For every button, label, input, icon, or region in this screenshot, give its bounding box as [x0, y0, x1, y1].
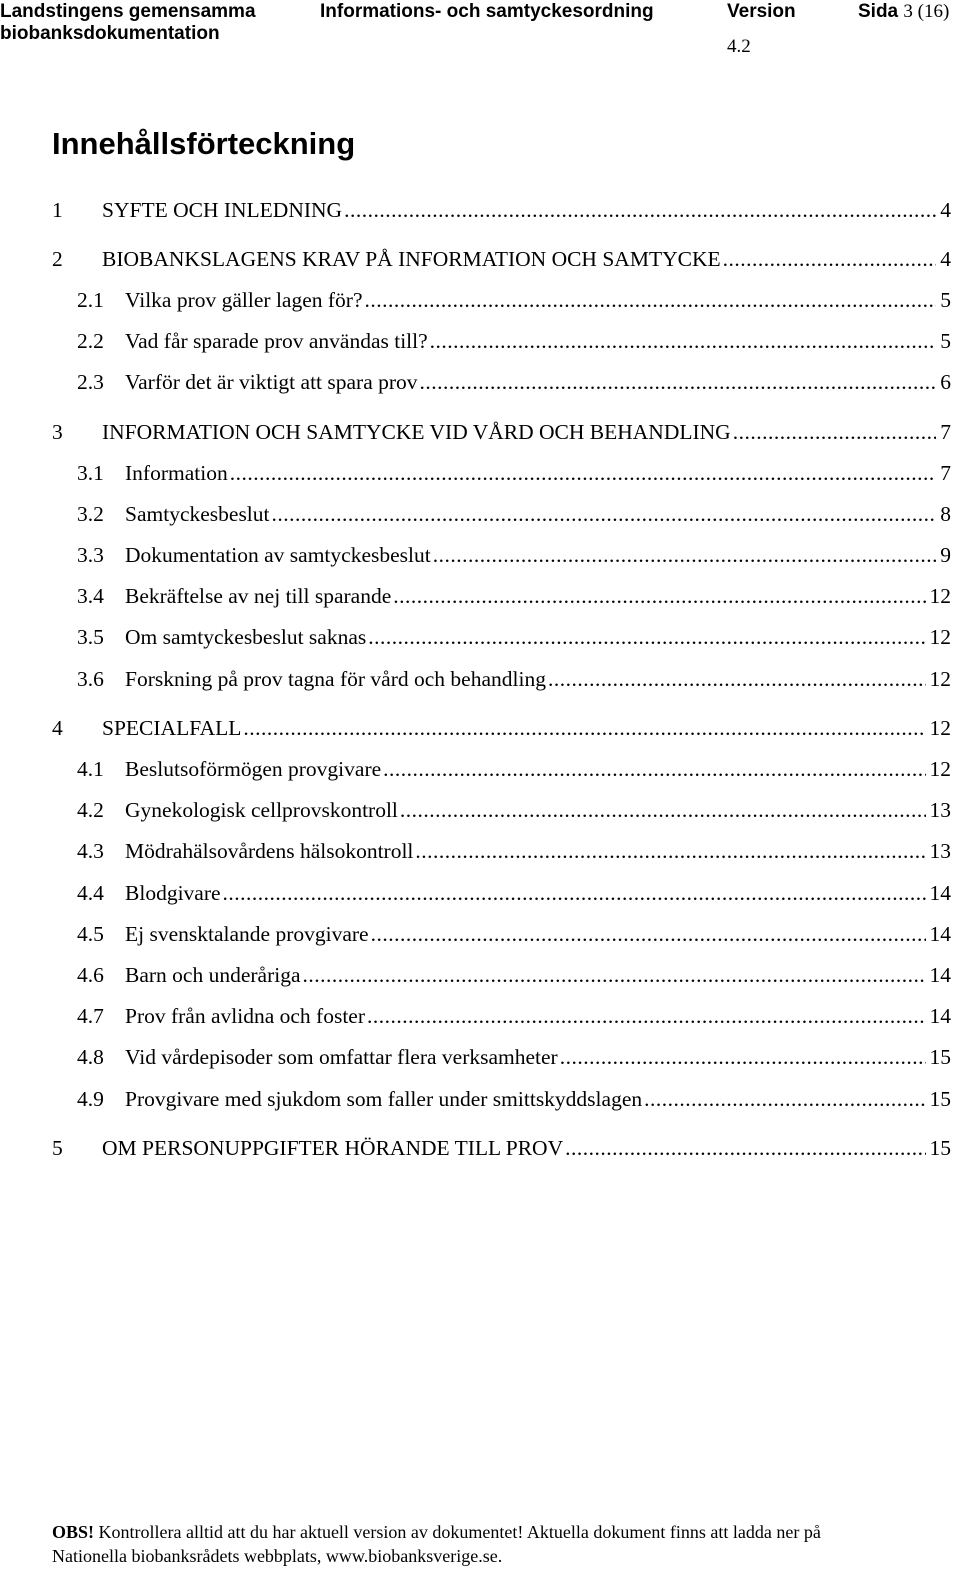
toc-entry-number: 3.3	[77, 543, 104, 567]
toc-leader-dots	[391, 582, 925, 610]
toc-entry[interactable]	[77, 500, 951, 528]
toc-leader-dots	[365, 1002, 925, 1030]
toc-entry-title: Varför det är viktigt att spara prov	[125, 370, 418, 394]
toc-entry-page: 6	[940, 370, 951, 394]
toc-entry-title: Dokumentation av samtyckesbeslut	[125, 543, 431, 567]
toc-entry-page: 4	[940, 247, 951, 271]
toc-entry-title: Samtyckesbeslut	[125, 502, 270, 526]
toc-leader-dots	[642, 1085, 925, 1113]
toc-leader-dots	[366, 623, 925, 651]
toc-entry-title: Information	[125, 461, 228, 485]
toc-entry-title: Provgivare med sjukdom som faller under smittskyddslagen	[125, 1087, 643, 1111]
toc-entry-title: Bekräftelse av nej till sparande	[125, 584, 392, 608]
toc-entry[interactable]	[77, 961, 951, 989]
toc-entry[interactable]	[52, 418, 951, 446]
toc-leader-dots	[398, 796, 926, 824]
header-version-label: Version	[727, 1, 796, 22]
toc-entry-title: SPECIALFALL	[102, 716, 242, 740]
toc-leader-dots	[228, 459, 937, 487]
toc-entry[interactable]	[77, 1043, 951, 1071]
toc-entry-page: 12	[929, 757, 951, 781]
toc-entry-title: BIOBANKSLAGENS KRAV PÅ INFORMATION OCH SAMTYCKE	[102, 247, 721, 271]
toc-entry-number: 3.4	[77, 584, 104, 608]
toc-leader-dots	[270, 500, 937, 528]
toc-entry-number: 4.5	[77, 922, 104, 946]
toc-entry-page: 15	[929, 1045, 951, 1069]
toc-leader-dots	[363, 286, 937, 314]
page-header	[0, 0, 960, 70]
toc-entry[interactable]	[77, 327, 951, 355]
header-page-label: Sida	[858, 1, 899, 22]
toc-entry-title: Prov från avlidna och foster	[125, 1004, 366, 1028]
toc-entry[interactable]	[77, 459, 951, 487]
footer-notice-text: Kontrollera alltid att du har aktuell version av dokumentet! Aktuella dokument finns att ladda ner på	[98, 1522, 821, 1542]
toc-entry[interactable]	[77, 541, 951, 569]
toc-entry-title: Ej svensktalande provgivare	[125, 922, 369, 946]
toc-entry[interactable]	[77, 1085, 951, 1113]
toc-entry-page: 13	[929, 798, 951, 822]
header-version-number: 4.2	[727, 36, 751, 57]
toc-entry-number: 3	[52, 420, 63, 444]
toc-entry-page: 13	[929, 839, 951, 863]
toc-entry[interactable]	[77, 368, 951, 396]
toc-entry-number: 3.5	[77, 625, 104, 649]
toc-entry-page: 15	[929, 1087, 951, 1111]
toc-entry-title: Blodgivare	[125, 881, 221, 905]
toc-entry-title: Vad får sparade prov användas till?	[125, 329, 428, 353]
toc-entry-number: 5	[52, 1136, 63, 1160]
toc-entry-number: 4.6	[77, 963, 104, 987]
toc-entry-title: Barn och underåriga	[125, 963, 301, 987]
toc-leader-dots	[221, 879, 926, 907]
toc-entry[interactable]	[52, 714, 951, 742]
toc-entry-number: 2	[52, 247, 63, 271]
toc-entry[interactable]	[52, 245, 951, 273]
toc-entry-page: 14	[929, 881, 951, 905]
toc-entry-title: Forskning på prov tagna för vård och behandling	[125, 667, 546, 691]
toc-leader-dots	[721, 245, 937, 273]
toc-entry-title: Om samtyckesbeslut saknas	[125, 625, 367, 649]
toc-entry-page: 14	[929, 1004, 951, 1028]
header-page-number: 3 (16)	[903, 1, 950, 22]
toc-entry-number: 4.3	[77, 839, 104, 863]
toc-entry-number: 4.8	[77, 1045, 104, 1069]
toc-entry[interactable]	[77, 1002, 951, 1030]
toc-entry[interactable]	[77, 879, 951, 907]
toc-entry-page: 12	[929, 584, 951, 608]
toc-entry[interactable]	[77, 665, 951, 693]
toc-entry-title: OM PERSONUPPGIFTER HÖRANDE TILL PROV	[102, 1136, 564, 1160]
toc-entry-page: 12	[929, 625, 951, 649]
toc-leader-dots	[241, 714, 925, 742]
toc-heading: Innehållsförteckning	[52, 126, 356, 161]
toc-entry-title: SYFTE OCH INLEDNING	[102, 198, 343, 222]
toc-leader-dots	[418, 368, 937, 396]
footer-line-1	[52, 1520, 942, 1544]
toc-entry[interactable]	[77, 286, 951, 314]
toc-entry-page: 9	[940, 543, 951, 567]
toc-entry-page: 7	[940, 461, 951, 485]
toc-entry-number: 4.9	[77, 1087, 104, 1111]
toc-entry-number: 4	[52, 716, 63, 740]
toc-leader-dots	[381, 755, 925, 783]
toc-entry-page: 12	[929, 667, 951, 691]
toc-entry-page: 5	[940, 329, 951, 353]
toc-entry-page: 7	[940, 420, 951, 444]
toc-entry-number: 2.3	[77, 370, 104, 394]
page-footer	[52, 1520, 942, 1568]
toc-entry-number: 4.2	[77, 798, 104, 822]
toc-entry-title: Vid vårdepisoder som omfattar flera verksamheter	[125, 1045, 558, 1069]
toc-entry-page: 14	[929, 963, 951, 987]
toc-entry-title: Vilka prov gäller lagen för?	[125, 288, 363, 312]
toc-leader-dots	[413, 837, 925, 865]
toc-entry-title: Mödrahälsovårdens hälsokontroll	[125, 839, 414, 863]
toc-entry-page: 8	[940, 502, 951, 526]
header-document-title: Informations- och samtyckesordning	[320, 1, 654, 22]
footer-line-2: Nationella biobanksrådets webbplats, www.biobanksverige.se.	[52, 1546, 503, 1566]
toc-entry-number: 3.6	[77, 667, 104, 691]
toc-entry-title: INFORMATION OCH SAMTYCKE VID VÅRD OCH BEHANDLING	[102, 420, 731, 444]
toc-entry[interactable]	[77, 755, 951, 783]
toc-entry[interactable]	[77, 837, 951, 865]
toc-entry-number: 4.1	[77, 757, 104, 781]
toc-entry[interactable]	[77, 920, 951, 948]
toc-entry-number: 4.4	[77, 881, 104, 905]
toc-entry-page: 5	[940, 288, 951, 312]
toc-leader-dots	[558, 1043, 926, 1071]
toc-leader-dots	[301, 961, 926, 989]
toc-entry-page: 15	[929, 1136, 951, 1160]
header-org-line2: biobanksdokumentation	[0, 23, 220, 44]
header-org-line1: Landstingens gemensamma	[0, 1, 256, 22]
toc-leader-dots	[431, 541, 937, 569]
toc-entry-number: 3.2	[77, 502, 104, 526]
toc-entry-title: Gynekologisk cellprovskontroll	[125, 798, 398, 822]
toc-entry-number: 1	[52, 198, 63, 222]
toc-leader-dots	[428, 327, 937, 355]
toc-entry-page: 12	[929, 716, 951, 740]
toc-entry[interactable]	[77, 582, 951, 610]
toc-entry-number: 2.1	[77, 288, 104, 312]
toc-leader-dots	[342, 196, 936, 224]
toc-leader-dots	[563, 1134, 925, 1162]
toc-entry-number: 3.1	[77, 461, 104, 485]
toc-entry[interactable]	[77, 623, 951, 651]
toc-entry[interactable]	[77, 796, 951, 824]
toc-entry-title: Beslutsoförmögen provgivare	[125, 757, 382, 781]
toc-entry[interactable]	[52, 1134, 951, 1162]
toc-entry-number: 2.2	[77, 329, 104, 353]
header-page-indicator	[858, 0, 949, 24]
toc-leader-dots	[546, 665, 926, 693]
toc-entry[interactable]	[52, 196, 951, 224]
toc-entry-page: 14	[929, 922, 951, 946]
toc-entry-number: 4.7	[77, 1004, 104, 1028]
toc-leader-dots	[369, 920, 926, 948]
toc-entry-page: 4	[940, 198, 951, 222]
footer-obs-label: OBS!	[52, 1522, 95, 1542]
toc-leader-dots	[731, 418, 937, 446]
